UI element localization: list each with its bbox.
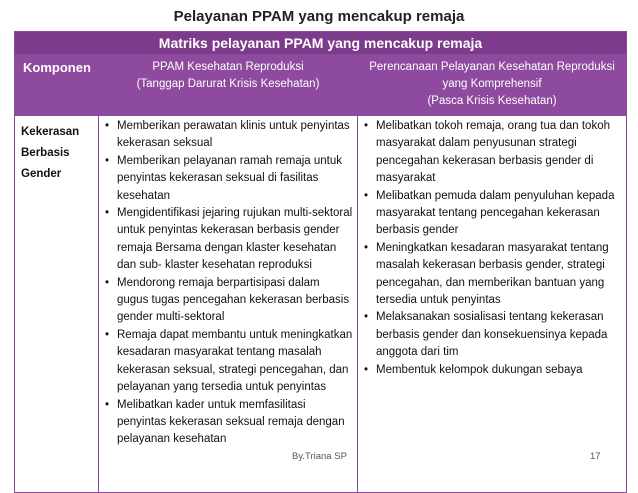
header-plan-line3: (Pasca Krisis Kesehatan) [427, 95, 557, 107]
list-item: • Melibatkan pemuda dalam penyuluhan kepada masyarakat tentang pencegahan kekerasan berbasis gender [362, 188, 622, 240]
list-item: • Melibatkan kader untuk memfasilitasi penyintas kekerasan seksual remaja dengan pelayanan kesehatan [103, 397, 353, 449]
header-komponen: Komponen [15, 55, 99, 116]
header-ppam-line2: (Tanggap Darurat Krisis Kesehatan) [136, 78, 320, 90]
ppam-list [103, 118, 353, 449]
list-item: • Mendorong remaja berpartisipasi dalam gugus tugas pencegahan kekerasan berbasis gender multi-sektoral [103, 275, 353, 327]
list-item: • Memberikan perawatan klinis untuk penyintas kekerasan seksual [103, 118, 353, 153]
footer-author: By.Triana SP [292, 451, 347, 462]
ppam-matrix-table [14, 31, 627, 493]
component-line: Gender [21, 168, 62, 180]
header-plan-line2: yang Komprehensif [442, 78, 542, 90]
plan-cell [358, 116, 627, 493]
header-plan [358, 55, 627, 116]
list-item: • Meningkatkan kesadaran masyarakat tentang masalah kekerasan berbasis gender, strategi pencegahan, dan memberikan bantuan yang tersedia untuk penyintas [362, 240, 622, 310]
list-item: • Mengidentifikasi jejaring rujukan multi-sektoral untuk penyintas kekerasan berbasis gender remaja Bersama dengan klaster kesehatan dan sub- klaster kesehatan reproduksi [103, 205, 353, 275]
list-item: • Melaksanakan sosialisasi tentang kekerasan berbasis gender dan konsekuensinya kepada anggota dari tim [362, 309, 622, 361]
page-number: 17 [590, 451, 601, 462]
header-plan-line1: Perencanaan Pelayanan Kesehatan Reproduksi [369, 61, 615, 73]
table-row [15, 116, 627, 493]
component-line: Kekerasan [21, 126, 80, 138]
ppam-cell [99, 116, 358, 493]
list-item: • Memberikan pelayanan ramah remaja untuk penyintas kekerasan seksual di fasilitas kesehatan [103, 153, 353, 205]
plan-list [362, 118, 622, 379]
matrix-title: Matriks pelayanan PPAM yang mencakup remaja [15, 32, 627, 55]
page-title: Pelayanan PPAM yang mencakup remaja [173, 8, 465, 25]
component-line: Berbasis [21, 147, 70, 159]
list-item: • Remaja dapat membantu untuk meningkatkan kesadaran masyarakat tentang masalah kekerasan seksual, strategi pencegahan, dan pelayanan yang tersedia untuk penyintas [103, 327, 353, 397]
header-ppam [99, 55, 358, 116]
component-cell [15, 116, 99, 493]
list-item: • Melibatkan tokoh remaja, orang tua dan tokoh masyarakat dalam penyusunan strategi pencegahan kekerasan berbasis gender di masyarakat [362, 118, 622, 188]
header-ppam-line1: PPAM Kesehatan Reproduksi [152, 61, 304, 73]
list-item: • Membentuk kelompok dukungan sebaya [362, 362, 622, 379]
